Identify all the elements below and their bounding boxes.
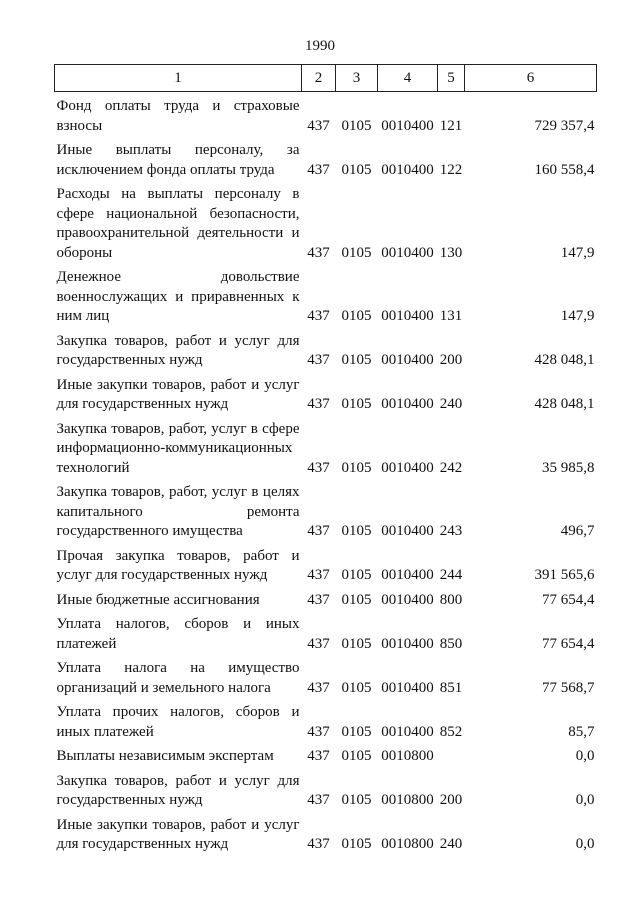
row-amount: 496,7 [560, 523, 595, 539]
row-description: Иные закупки товаров, работ и услуг для государственных нужд [56, 816, 300, 852]
row-description: Расходы на выплаты персоналу в сфере национальной безопасности, правоохранительной деятельности и обороны [56, 186, 300, 261]
row-col-5: 852 [439, 723, 463, 740]
row-description: Закупка товаров, работ, услуг в сфере информационно-коммуникационных технологий [56, 420, 300, 476]
column-header-6: 6 [465, 65, 597, 92]
row-col-5 [438, 742, 465, 767]
row-col-5: 200 [439, 792, 463, 808]
row-description: Денежное довольствие военнослужащих и приравненных к ним лиц [56, 269, 300, 324]
row-description: Выплаты независимым экспертам [56, 748, 274, 764]
row-col-3: 0105 [341, 567, 372, 583]
row-amount: 35 985,8 [542, 459, 595, 476]
row-col-5: 121 [439, 117, 463, 134]
table-header-row [55, 65, 597, 92]
table-row [55, 698, 597, 742]
row-description: Закупка товаров, работ и услуг для государственных нужд [56, 772, 300, 808]
table-row [55, 610, 597, 654]
row-col-2: 437 [307, 459, 330, 476]
column-header-5: 5 [438, 65, 465, 92]
row-col-4: 0010400 [381, 567, 434, 583]
row-col-4: 0010400 [381, 161, 434, 178]
table-row [55, 767, 597, 811]
page-number: 1990 [305, 38, 335, 54]
row-col-5: 243 [439, 523, 463, 539]
table-row [55, 371, 597, 415]
row-col-3: 0105 [341, 591, 372, 608]
row-col-3: 0105 [341, 792, 372, 808]
row-col-4: 0010400 [381, 117, 434, 134]
row-col-3: 0105 [341, 396, 372, 412]
row-description: Уплата прочих налогов, сборов и иных платежей [56, 704, 300, 740]
table-row [55, 92, 597, 137]
row-col-3: 0105 [341, 836, 372, 852]
row-amount: 147,9 [560, 244, 595, 261]
column-header-4: 4 [378, 65, 438, 92]
row-col-2: 437 [307, 352, 330, 368]
row-col-4: 0010400 [381, 396, 434, 412]
row-amount: 147,9 [560, 308, 595, 324]
row-col-5: 850 [439, 635, 463, 652]
row-col-2: 437 [307, 396, 330, 412]
row-col-5: 242 [439, 459, 463, 476]
row-amount: 77 568,7 [542, 679, 595, 696]
row-col-2: 437 [307, 792, 330, 808]
row-col-5: 244 [439, 567, 463, 583]
column-header-1: 1 [55, 65, 302, 92]
row-col-2: 437 [307, 836, 330, 852]
row-col-4: 0010400 [381, 244, 434, 261]
row-col-2: 437 [307, 244, 330, 261]
row-amount: 0,0 [575, 748, 595, 764]
row-col-5: 240 [439, 836, 463, 852]
row-col-2: 437 [307, 679, 330, 696]
row-description: Иные выплаты персоналу, за исключением фонда оплаты труда [56, 142, 300, 178]
row-description: Иные закупки товаров, работ и услуг для государственных нужд [56, 376, 300, 412]
table-row [55, 263, 597, 327]
row-col-2: 437 [307, 161, 330, 178]
row-amount: 77 654,4 [542, 635, 595, 652]
table-row [55, 586, 597, 611]
row-col-3: 0105 [341, 679, 372, 696]
row-col-4: 0010400 [381, 352, 434, 368]
table-row [55, 327, 597, 371]
row-col-3: 0105 [341, 523, 372, 539]
row-amount: 428 048,1 [534, 352, 595, 368]
row-col-5: 130 [439, 244, 463, 261]
row-description: Уплата налогов, сборов и иных платежей [56, 616, 300, 652]
column-header-3: 3 [336, 65, 378, 92]
row-col-3: 0105 [341, 244, 372, 261]
row-col-4: 0010400 [381, 679, 434, 696]
row-amount: 0,0 [575, 836, 595, 852]
row-col-4: 0010400 [381, 635, 434, 652]
row-col-3: 0105 [341, 308, 372, 324]
row-amount: 0,0 [575, 792, 595, 808]
row-col-4: 0010400 [381, 459, 434, 476]
table-row [55, 136, 597, 180]
row-col-4: 0010400 [381, 523, 434, 539]
row-col-2: 437 [307, 635, 330, 652]
row-col-5: 200 [439, 352, 463, 368]
row-col-4: 0010400 [381, 308, 434, 324]
row-col-4: 0010400 [381, 723, 434, 740]
row-amount: 85,7 [568, 723, 595, 740]
table-row [55, 742, 597, 767]
row-amount: 77 654,4 [542, 591, 595, 608]
row-amount: 428 048,1 [534, 396, 595, 412]
row-description: Закупка товаров, работ, услуг в целях капитального ремонта государственного имущества [56, 484, 300, 539]
table-row [55, 415, 597, 479]
row-col-4: 0010800 [381, 792, 434, 808]
row-col-2: 437 [307, 117, 330, 134]
row-col-5: 800 [439, 591, 463, 608]
row-col-5: 240 [439, 396, 463, 412]
column-header-2: 2 [302, 65, 336, 92]
table-row [55, 654, 597, 698]
row-col-3: 0105 [341, 352, 372, 368]
row-col-5: 851 [439, 679, 463, 696]
row-amount: 160 558,4 [534, 161, 595, 178]
row-col-3: 0105 [341, 117, 372, 134]
row-amount: 729 357,4 [534, 117, 595, 134]
table-row [55, 542, 597, 586]
table-body [55, 92, 597, 855]
row-col-2: 437 [307, 567, 330, 583]
budget-table [54, 64, 597, 855]
row-description: Закупка товаров, работ и услуг для государственных нужд [56, 332, 300, 368]
row-col-3: 0105 [341, 459, 372, 476]
row-col-4: 0010800 [381, 748, 434, 764]
row-col-4: 0010400 [381, 591, 434, 608]
row-description: Иные бюджетные ассигнования [56, 591, 260, 608]
table-row [55, 180, 597, 263]
table-row [55, 811, 597, 855]
row-col-2: 437 [307, 523, 330, 539]
row-col-3: 0105 [341, 748, 372, 764]
row-col-5: 131 [439, 308, 463, 324]
row-amount: 391 565,6 [534, 567, 595, 583]
row-col-3: 0105 [341, 161, 372, 178]
row-col-5: 122 [439, 161, 463, 178]
table-row [55, 478, 597, 542]
row-description: Прочая закупка товаров, работ и услуг для государственных нужд [56, 547, 300, 583]
row-col-2: 437 [307, 591, 330, 608]
row-col-3: 0105 [341, 723, 372, 740]
row-description: Уплата налога на имущество организаций и земельного налога [56, 660, 300, 696]
row-description: Фонд оплаты труда и страховые взносы [56, 98, 300, 134]
row-col-4: 0010800 [381, 836, 434, 852]
row-col-2: 437 [307, 723, 330, 740]
row-col-2: 437 [307, 308, 330, 324]
row-col-2: 437 [307, 748, 330, 764]
row-col-3: 0105 [341, 635, 372, 652]
